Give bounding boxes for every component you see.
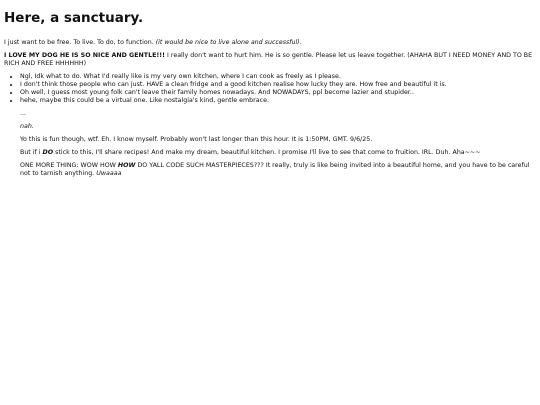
- intro-aside: (it would be nice to live alone and successful): [155, 39, 300, 46]
- list-item: • Oh well, I guess most young folk can't leave their family homes nowadays. And NOWADAYS, ppl become lazier and stupider..: [20, 89, 536, 97]
- one-more-emphasis: HOW: [117, 162, 136, 169]
- fun-paragraph: Yo this is fun though, wtf. Eh. I know myself. Probably won't last longer than this hour. It is 1:50PM, GMT. 9/6/25.: [20, 136, 373, 143]
- recipes-pre: But if i: [20, 149, 43, 156]
- list-item: • hehe, maybe this could be a virtual one. Like nostalgia's kind, gentle embrace.: [20, 97, 536, 105]
- nah-line: [20, 123, 536, 131]
- dog-paragraph: [4, 52, 536, 68]
- list-item: • I don't think those people who can just. HAVE a clean fridge and a good kitchen realise how lucky they are. How free and beautiful it is.: [20, 81, 536, 89]
- one-more-post: DO YALL CODE SUCH MASTERPIECES??? It really, truly is like being invited into a beautiful home, and you have to be careful not to tarnish anything.: [20, 162, 530, 177]
- dog-text: I really don't want to hurt him. He is so gentle. Please let us leave together. (AHAHA BUT I NEED MONEY AND TO BE RICH AND FREE HHHHHH): [4, 52, 533, 67]
- thoughts-list: [4, 73, 536, 105]
- one-more-tail: Uwaaaa: [96, 170, 122, 177]
- one-more-paragraph: [20, 162, 536, 178]
- ellipsis-line: ...: [20, 110, 27, 117]
- intro-end: .: [299, 39, 302, 46]
- one-more-pre: ONE MORE THING: WOW HOW: [20, 162, 118, 169]
- intro-text: I just want to be free. To live. To do, to function.: [4, 39, 156, 46]
- list-item: • Ngl, Idk what to do. What I'd really like is my very own kitchen, where I can cook as freely as I please.: [20, 73, 536, 81]
- recipes-paragraph: [20, 149, 536, 157]
- intro-paragraph: [4, 39, 536, 47]
- recipes-post: stick to this, I'll share recipes! And make my dream, beautiful kitchen. I promise I'll live to see that come to fruition. IRL. Duh. Aha~~~: [53, 149, 481, 156]
- nah-text: nah.: [20, 123, 34, 130]
- page-title: Here, a sanctuary.: [4, 10, 144, 26]
- recipes-emphasis: DO: [42, 149, 54, 156]
- dog-emphasis: I LOVE MY DOG HE IS SO NICE AND GENTLE!!!: [4, 52, 166, 59]
